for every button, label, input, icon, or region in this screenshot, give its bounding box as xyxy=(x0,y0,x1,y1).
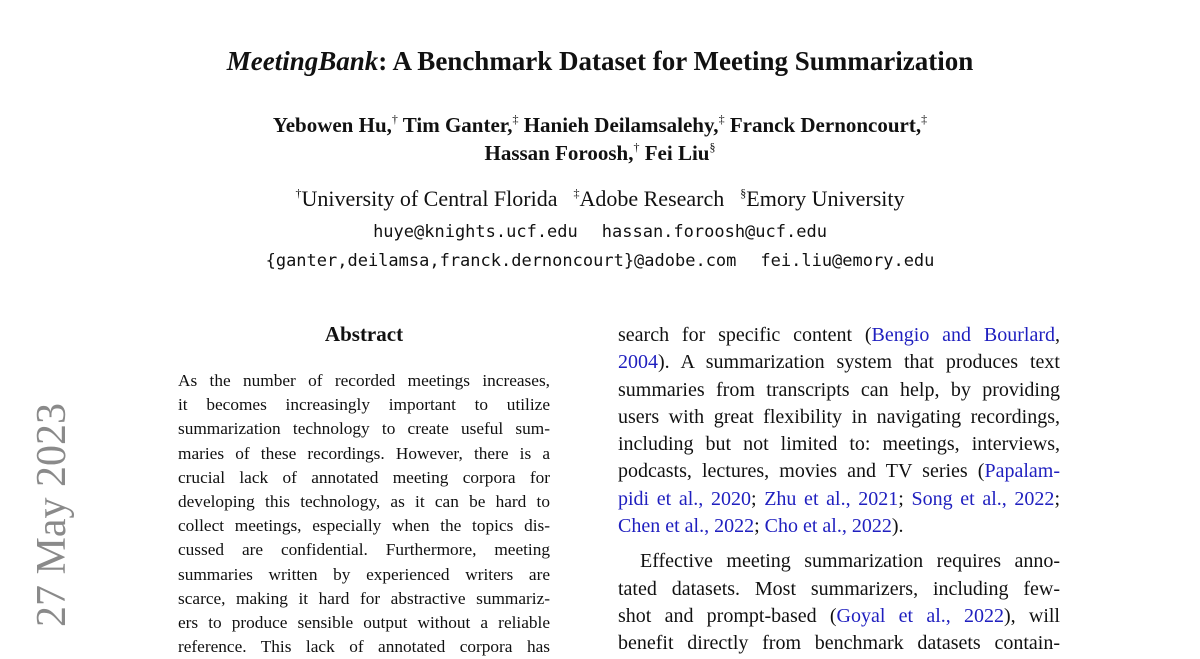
author-name: Hassan Foroosh, xyxy=(484,141,634,165)
title-rest: : A Benchmark Dataset for Meeting Summarization xyxy=(378,46,974,76)
paragraph xyxy=(618,322,1060,540)
abstract-line: collect meetings, especially when the topics dis- xyxy=(178,516,550,536)
author-name: Fei Liu xyxy=(644,141,710,165)
affiliation-mark: ‡ xyxy=(512,112,519,126)
text-line xyxy=(618,404,1060,431)
text-line xyxy=(618,548,1060,575)
text-segment: including but not limited to: meetings, interviews, xyxy=(618,433,1060,456)
affiliation-mark: ‡ xyxy=(921,112,928,126)
abstract-line: crucial lack of annotated meeting corpora for xyxy=(178,467,550,487)
text-line xyxy=(618,513,1060,540)
email[interactable]: huye@knights.ucf.edu xyxy=(373,222,578,242)
introduction-text xyxy=(618,322,1060,658)
text-line xyxy=(618,322,1060,349)
text-segment: ; xyxy=(1054,487,1060,510)
text-line xyxy=(618,576,1060,603)
affiliation-mark: ‡ xyxy=(718,112,725,126)
text-segment: Effective meeting summarization requires anno- xyxy=(640,550,1060,573)
text-line xyxy=(618,349,1060,376)
author-list xyxy=(0,111,1200,167)
email-line-2 xyxy=(0,247,1200,276)
affiliation-mark: † xyxy=(633,140,640,154)
abstract-line: As the number of recorded meetings increases, xyxy=(178,371,550,390)
text-segment: tated datasets. Most summarizers, including few- xyxy=(618,577,1060,600)
text-line xyxy=(618,377,1060,404)
text-line xyxy=(618,431,1060,458)
citation-link[interactable]: 2004 xyxy=(618,351,658,374)
citation-link[interactable]: Song et al., 2022 xyxy=(911,487,1055,510)
abstract-line: reference. This lack of annotated corpora has xyxy=(178,637,550,657)
paper-title xyxy=(0,46,1200,77)
text-segment: , xyxy=(1055,324,1061,346)
text-segment: summaries from transcripts can help, by providing xyxy=(618,378,1060,401)
citation-link[interactable]: Goyal et al., 2022 xyxy=(836,604,1004,627)
affiliation-name: Emory University xyxy=(746,186,905,211)
text-line xyxy=(618,458,1060,485)
text-segment: benefit directly from benchmark datasets contain- xyxy=(618,632,1060,655)
text-segment: ). A summarization system that produces text xyxy=(658,351,1060,374)
affiliation-name: University of Central Florida xyxy=(301,186,558,211)
abstract-line: summarization technology to create useful sum- xyxy=(178,419,550,439)
abstract-line: maries of these recordings. However, there is a xyxy=(178,443,550,463)
arxiv-date-stamp: 27 May 2023 xyxy=(29,403,75,627)
citation-link[interactable]: Bengio and Bourlard xyxy=(871,324,1056,346)
affiliation-mark: § xyxy=(709,140,716,154)
abstract-line: summaries written by experienced writers are xyxy=(178,564,550,584)
email[interactable]: {ganter,deilamsa,franck.dernoncourt}@adobe.com xyxy=(265,251,737,271)
title-dataset-name: MeetingBank xyxy=(226,46,379,76)
author-emails xyxy=(0,218,1200,276)
text-segment: search for specific content ( xyxy=(618,324,872,346)
email-line-1 xyxy=(0,218,1200,247)
abstract-heading: Abstract xyxy=(324,322,404,346)
text-segment: ; xyxy=(750,487,765,510)
text-segment: shot and prompt-based ( xyxy=(618,604,837,627)
abstract-text xyxy=(178,369,550,659)
author-line-2 xyxy=(0,139,1200,167)
text-line xyxy=(618,486,1060,513)
citation-link[interactable]: Zhu et al., 2021 xyxy=(764,487,899,510)
abstract-line: it becomes increasingly important to utilize xyxy=(178,395,550,415)
author-name: Tim Ganter, xyxy=(402,113,513,137)
affiliations xyxy=(0,186,1200,212)
text-segment: ), will xyxy=(1003,604,1060,627)
email[interactable]: fei.liu@emory.edu xyxy=(760,251,935,271)
paragraph xyxy=(618,548,1060,657)
author-line-1 xyxy=(0,111,1200,139)
author-name: Yebowen Hu, xyxy=(272,113,392,137)
text-segment: users with great flexibility in navigating recordings, xyxy=(618,405,1060,428)
text-segment: ). xyxy=(891,515,904,538)
citation-link[interactable]: Cho et al., 2022 xyxy=(764,515,892,538)
affiliation-mark: § xyxy=(740,186,747,200)
affiliation-name: Adobe Research xyxy=(579,186,725,211)
affiliation-mark: ‡ xyxy=(573,186,580,200)
abstract-line: ers to produce sensible output without a reliable xyxy=(178,613,550,633)
abstract-line: cussed are confidential. Furthermore, meeting xyxy=(178,540,550,560)
text-line xyxy=(618,603,1060,630)
text-segment: ; xyxy=(754,515,765,538)
text-segment: podcasts, lectures, movies and TV series ( xyxy=(618,460,985,483)
abstract-line: scarce, making it hard for abstractive summariz- xyxy=(178,588,550,608)
abstract-line: developing this technology, as it can be hard to xyxy=(178,492,550,512)
text-segment: ; xyxy=(898,487,912,510)
email[interactable]: hassan.foroosh@ucf.edu xyxy=(601,222,827,242)
affiliation-mark: † xyxy=(391,112,398,126)
citation-link[interactable]: Chen et al., 2022 xyxy=(618,515,755,538)
author-name: Franck Dernoncourt, xyxy=(729,113,922,137)
text-line xyxy=(618,630,1060,657)
affiliation-mark: † xyxy=(295,186,302,200)
citation-link[interactable]: Papalam- xyxy=(984,460,1060,483)
author-name: Hanieh Deilamsalehy, xyxy=(523,113,719,137)
citation-link[interactable]: pidi et al., 2020 xyxy=(618,487,751,510)
